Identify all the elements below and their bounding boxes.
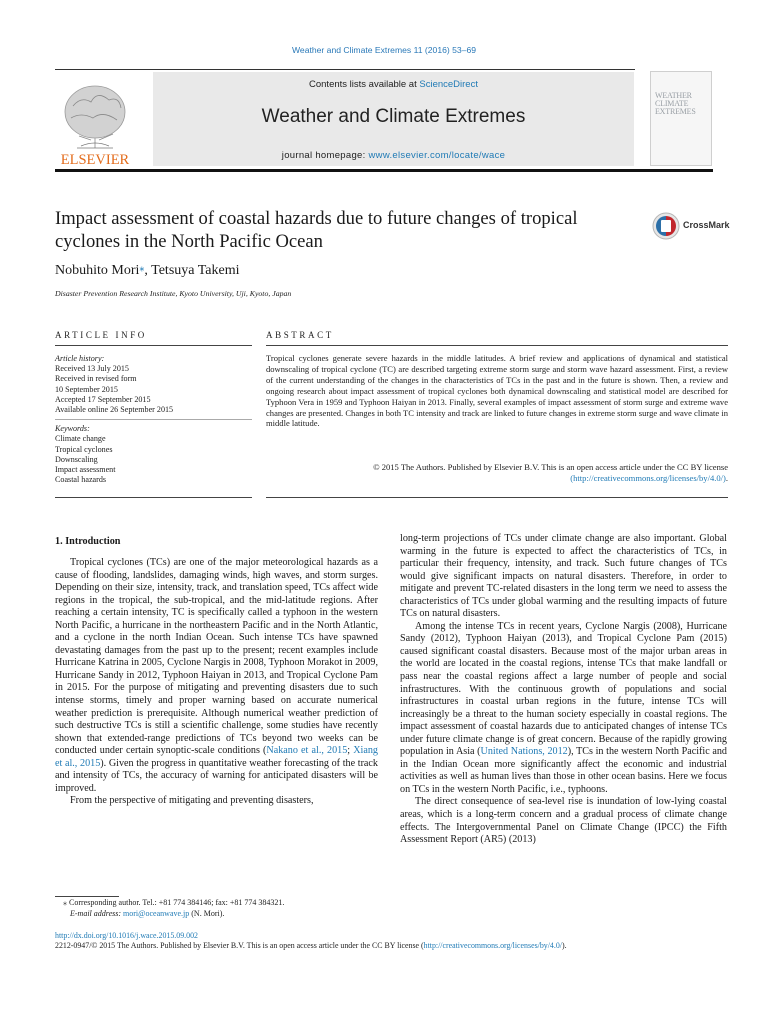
keyword: Downscaling [55, 454, 98, 464]
doi-link[interactable]: http://dx.doi.org/10.1016/j.wace.2015.09.002 [55, 931, 198, 940]
homepage-link[interactable]: www.elsevier.com/locate/wace [368, 150, 506, 161]
copyright-text: © 2015 The Authors. Published by Elsevier B.V. This is an open access article under the CC BY license [373, 462, 728, 472]
article-info-heading: ARTICLE INFO [55, 330, 147, 340]
author-2[interactable]: Tetsuya Takemi [151, 263, 240, 278]
citation-link[interactable]: Xiang et al., 2015 [55, 745, 378, 769]
authors [55, 263, 240, 279]
header-top-rule [55, 69, 635, 70]
elsevier-wordmark: ELSEVIER [60, 152, 130, 166]
history-item: Received in revised form [55, 374, 137, 384]
keywords-label: Keywords: [55, 424, 90, 434]
history-item: Available online 26 September 2015 [55, 405, 174, 415]
paragraph-text: Tropical cyclones (TCs) are one of the major meteorological hazards as a cause of flooding, landslides, damaging winds, high waves, and storm surges. Depending on their size, intensity, track, and translation speed, TCs affect wide regions in the tropical, the sub-tropical, and the mid-latitude regions. After reaching a certain intensity, TC is specifically called a typhoon in the western North Pacific, a hurricane in the northeastern Pacific and in the North Atlantic, and a cyclone in the north Indian Ocean. Such intense TCs have spawned devastating damages from the past up to the present; recent examples include Hurricane Katrina in 2005, Cyclone Nargis in 2008, Typhoon Morakot in 2009, Hurricane Sandy in 2012, Typhoon Haiyan in 2013, and Tropical Cyclone Pam in 2015. For the purpose of mitigating and preventing disasters due to such intense storms, timely and proper warning based on accurate numerical weather prediction is prerequisite. Although numerical weather prediction of such destructive TCs is still a scientific challenge, some studies have recently shown that extended-range predictions of TCs beyond two weeks can be conducted under certain synoptic-scale conditions ( [55, 557, 378, 757]
history-item: 10 September 2015 [55, 384, 118, 394]
crossmark-icon [652, 211, 680, 241]
citation-link[interactable]: Nakano et al., 2015 [266, 745, 348, 757]
header-bottom-rule [55, 169, 713, 172]
left-column [55, 557, 378, 808]
article-title: Impact assessment of coastal hazards due to future changes of tropical cyclones in the North Pacific Ocean [55, 208, 578, 252]
contents-line [153, 79, 634, 90]
history-label: Article history: [55, 354, 105, 363]
email-link[interactable]: mori@oceanwave.jp [123, 908, 190, 918]
keyword: Coastal hazards [55, 475, 107, 485]
abstract-bottom-rule [266, 497, 728, 498]
cover-title: WEATHER CLIMATE EXTREMES [655, 91, 696, 116]
corresponding-text: Corresponding author. Tel.: +81 774 384146; fax: +81 774 384321. [67, 898, 285, 907]
crossmark-label: CrossMark [683, 220, 730, 230]
abstract-rule [266, 345, 728, 346]
journal-title: Weather and Climate Extremes [261, 106, 526, 127]
keyword: Climate change [55, 434, 106, 444]
affiliation: Disaster Prevention Research Institute, Kyoto University, Uji, Kyoto, Japan [55, 289, 292, 298]
email-suffix: (N. Mori). [189, 908, 225, 918]
email-label: E-mail address: [70, 908, 124, 918]
corresponding-author-mark[interactable]: ⁎ [139, 263, 145, 274]
elsevier-logo[interactable] [55, 76, 135, 166]
corresponding-footnote [55, 898, 378, 909]
author-1[interactable]: Nobuhito Mori [55, 263, 140, 278]
history-item: Accepted 17 September 2015 [55, 394, 151, 404]
paragraph-text: ), TCs in the western North Pacific and in the Indian Ocean more significantly affect the economic and industrial activities as well as human lives than those in other ocean basins. Here we focus on TCs in the western North Pacific, i.e., typhoons. [400, 746, 727, 795]
paragraph: From the perspective of mitigating and preventing disasters, [70, 795, 314, 807]
page-footer [55, 931, 735, 952]
email-footnote [55, 909, 378, 920]
paragraph [55, 557, 378, 795]
article-info-bottom-rule [55, 497, 252, 498]
paragraph: long-term projections of TCs under climate change are also important. Global warming in the future is expected to affect the characteristics of TCs, in particular their frequency, intensity, and track. Such future changes of TCs would give significant impacts on natural disasters. Therefore, in order to mitigate and prevent TC-related disasters in the long term we need to assess the characteristics of TCs under global warming and the resulting impacts of future TCs on natural disasters. [400, 533, 727, 620]
history-item: Received 13 July 2015 [55, 364, 129, 374]
introduction-heading: 1. Introduction [55, 536, 121, 547]
abstract-heading: ABSTRACT [266, 330, 334, 340]
abstract-copyright [266, 462, 728, 484]
issn-line [55, 941, 735, 951]
journal-citation[interactable]: Weather and Climate Extremes 11 (2016) 53–69 [291, 45, 477, 55]
elsevier-tree-icon [55, 76, 135, 166]
journal-homepage [153, 150, 634, 161]
sciencedirect-link[interactable]: ScienceDirect [419, 79, 478, 90]
keyword: Tropical cyclones [55, 444, 113, 454]
paragraph [400, 621, 727, 797]
article-info-divider [55, 419, 252, 420]
paragraph: The direct consequence of sea-level rise is inundation of low-lying coastal areas, which is a long-term concern and a gradual process of climate change effects. The Intergovernmental Panel on Climate Change (IPCC) the Fifth Assessment Report (AR5) (2013) [400, 796, 727, 846]
journal-cover[interactable] [650, 71, 712, 166]
right-column [400, 533, 727, 847]
footnote-rule [55, 896, 119, 897]
license-end: . [725, 472, 728, 483]
contents-prefix: Contents lists available at [309, 79, 420, 90]
paragraph-text: Among the intense TCs in recent years, Cyclone Nargis (2008), Hurricane Sandy (2012), Typhoon Haiyan (2013), and Tropical Cyclone Pam (2015) caused significant coastal disasters. Because most of the major urban areas in the world are located in the coastal regions, intense TCs that make landfall or pass near the coastal regions affect a large number of people and social infrastructures. With the continuous growth of populations and social infrastructures in coastal urban regions in the future, intense TCs will increasingly be a threat to the human society especially in coastal regions. The impact assessment of coastal hazards due to anticipated changes of intense TCs under future climate change is of great concern. Because of the rapidly growing population in Asia ( [400, 620, 727, 758]
footnote-mark: ⁎ [63, 898, 67, 907]
citation-separator: ; [347, 745, 354, 757]
license-link[interactable]: (http://creativecommons.org/licenses/by/4.0/) [570, 472, 726, 483]
citation-link[interactable]: United Nations, 2012 [480, 746, 568, 758]
article-info-rule [55, 345, 252, 346]
author-separator: , [144, 263, 152, 278]
keyword: Impact assessment [55, 465, 116, 475]
footer-license-end: ). [561, 941, 567, 951]
crossmark-badge[interactable] [652, 211, 732, 241]
homepage-prefix: journal homepage: [281, 150, 369, 161]
footer-license-link[interactable]: http://creativecommons.org/licenses/by/4.0/ [423, 941, 562, 951]
abstract-text: Tropical cyclones generate severe hazards in the middle latitudes. A brief review and applications of dynamical and statistical downscaling of tropical cyclone (TC) are described targeting extreme storm surge and storm wave hazard assessment. First, a review of the current understanding of the changes in the characteristics of TCs in the past and in the future is shown. Then, a review and ongoing research about impact assessment of tropical cyclones both dynamical downscaling and statistical model are described for Typhoon Vera in 1959 and Typhoon Haiyan in 2013. Finally, several examples of impact assessment of storm surge and extreme wave changes are presented. Changes in both TC intensity and track are linked to future changes in extreme storm surge and wave climate in middle latitude. [266, 353, 728, 429]
article-info [55, 354, 252, 485]
paragraph-text: ). Given the progress in quantitative weather forecasting of the track and intensity of TCs, the accuracy of warning for anticipated disasters will be improved. [55, 757, 378, 794]
footnote [55, 898, 378, 919]
issn-text: 2212-0947/© 2015 The Authors. Published by Elsevier B.V. This is an open access article under the CC BY license ( [55, 941, 424, 951]
